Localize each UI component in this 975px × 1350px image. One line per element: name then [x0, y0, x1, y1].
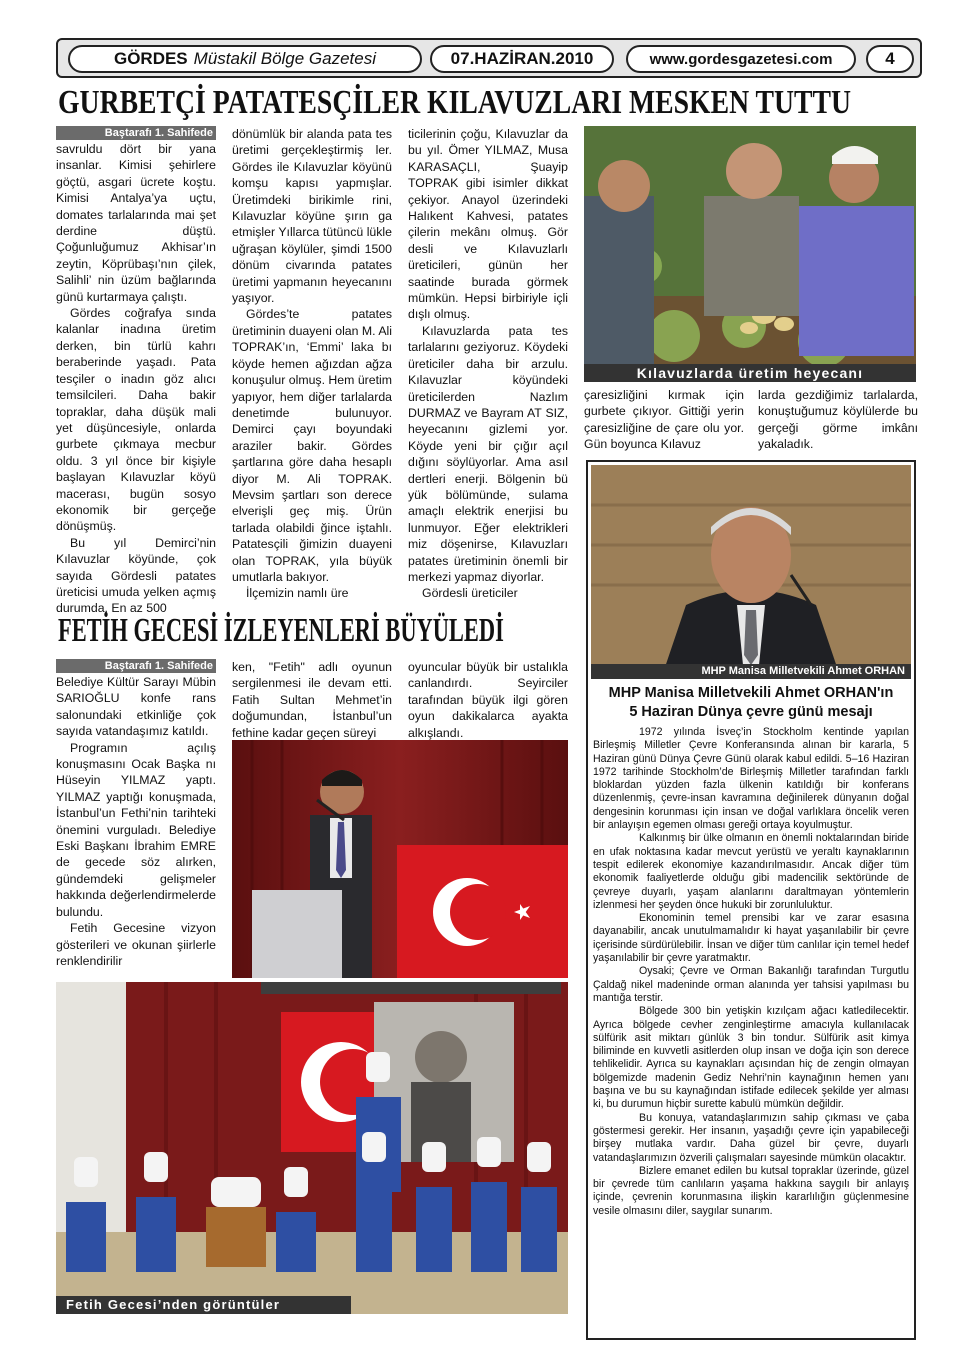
- story1-column-5: [758, 387, 918, 453]
- paragraph: Bölgede 300 bin yetişkin kızılçam ağacı katledilecektir. Ayrıca bölgede cevher zenginleştirme amacıyla kullanılacak sülfürik asit miktarı günlük 3 bin tondur. Sülfürik asit kimya biliminde en kuvvetli asitlerden olup insan ve doğa için son derece tehlikelidir. Ayrıca su kaynakları açısından hiç de zengin olmayan bölgemizde madenin Gediz Nehri’nin kaynağının hemen yanı başına ve bu su kaynağından istifade edilecek şekilde yer alması ki, bu durumun hiçbir surette kabulü mümkün değildir.: [593, 1005, 909, 1111]
- story1-column-1: [56, 126, 216, 617]
- paragraph: oyuncular büyük bir ustalıkla canlandırdı. Seyirciler tarafından büyük ilgi gören oyun dakikalarca ayakta alkışlandı.: [408, 660, 568, 740]
- message-title-line-2: 5 Haziran Dünya çevre günü mesajı: [629, 704, 873, 720]
- story1-column-4: [584, 387, 744, 453]
- message-body: [593, 726, 909, 1218]
- headline-potato-growers: GURBETÇİ PATATESÇİLER KILAVUZLARI MESKEN TUTTU: [58, 84, 852, 121]
- paragraph: larda gezdiğimiz tarlalarda, konuştuğumuz köylülerde bu gerçeği görme imkânı yakaladık.: [758, 388, 918, 452]
- mp-portrait-photo: [591, 465, 911, 679]
- paragraph: Belediye Kültür Sarayı Mübin SARIOĞLU konfe rans salonundaki etkinliğe çok sayıda vatandaşımız katıldı.: [56, 675, 216, 739]
- page-number: 4: [866, 45, 914, 73]
- story1-column-2: [232, 126, 392, 602]
- brand-tagline: Müstakil Bölge Gazetesi: [193, 49, 377, 68]
- photo-illustration: [591, 465, 911, 679]
- story2-column-3: [408, 659, 568, 741]
- speaker-podium-photo: [232, 740, 568, 978]
- paragraph: 1972 yılında İsveç’in Stockholm kentinde yapılan Birleşmiş Milletler Çevre Konferansında alınan bir kararla, 5 Haziran günü Dünya Çevre Günü olarak kabul edildi. 5–16 Haziran 1972 tarihinde Stockholm’de Birleşmiş Milletler tarafından farklı bloklardan yüzden fazla ülkenin katıldığı bir konferans düzenlenmiş, çevre-insan kavramına değinilerek dünyanın doğal dengesinin korunması için insan ve doğal varlıklara öncelik veren bir anlayışın egemen olması gereği ortaya koyulmuştur.: [593, 726, 909, 832]
- paragraph: Gördes coğrafya sında kalanlar inadına üretim derken, bin türlü kahrı beraberinde yaşadı. Pata tesçiler o inadın göz alıcı temsilcileri. Daha bakir topraklar, daha düşük mali yet düşüncesiyle, onlarda gurbete çıkmaya mecbur oldu. 3 yıl önce bir kişiyle başlayan Kılavuzlar köyü macerası, bugün sosyo ekonomik bir gerçeğe dönüşmüş.: [56, 306, 216, 534]
- continued-from-front-label: Baştarafı 1. Sahifede: [56, 659, 216, 673]
- paragraph: Kılavuzlarda pata tes tarlalarını geziyoruz. Köydeki üreticiler daha bir arzulu. Kılavuzlar köyündeki üreticilerden Nazlım DURMAZ ve Bayram AT SIZ, heyecanını gizlemi yor. Köyde yeni bir çığır açıl dığını söylüyorlar. Ama asıl dertleri enerji. Bölgenin bü yük bölümünde, sulama amaçlı elektrik enerjisi bu lunmuyor. Eğer elektrikleri miz döşenirse, Kılavuzları patates üretiminin önemli bir merkezi yapmaz diyorlar.: [408, 323, 568, 584]
- paragraph: ticilerinin çoğu, Kılavuzlar da bu yıl. Ömer YILMAZ, Musa KARASAÇLI, Şuayip TOPRAK gibi isimler dikkat çekiyor. Anayol üzerindeki Halıkent Kahvesi, patates çilerin mekânı olmuş. Gör desli ve Kılavuzlarlı üreticileri, günün her saatinde burada görmek mümkün. Hepsi birbiriyle içli dışlı olmuş.: [408, 127, 568, 322]
- message-title: [588, 684, 914, 722]
- paragraph: savruldu dört bir yana insanlar. Kimisi şehirlere göçtü, asgari ücrete koştu. Kimisi Antalya’ya uçtu, domates tarlalarında mai şet derdine düştü. Çoğunluğumuz Akhisar’ın zeytin, Köprübaşı’nın çilek, Salihli’ nin üzüm bağlarında günü kurtarmaya çalıştı.: [56, 142, 216, 304]
- story2-column-1: [56, 659, 216, 969]
- paragraph: ken, "Fetih" adlı oyunun sergilenmesi ile devam etti. Fatih Sultan Mehmet’in doğumundan, İstanbul’un fethine kadar geçen süreyi: [232, 660, 392, 740]
- story2-column-2: [232, 659, 392, 741]
- continued-from-front-label: Baştarafı 1. Sahifede: [56, 126, 216, 140]
- photo-caption: Fetih Gecesi’nden görüntüler: [56, 1296, 351, 1314]
- paragraph: Bu yıl Demirci’nin Kılavuzlar köyünde, çok sayıda Gördesli patates üreticisi umuda yelken açmış durumda. En az 500: [56, 535, 216, 616]
- photo-caption: MHP Manisa Milletvekili Ahmet ORHAN: [591, 664, 911, 679]
- story1-column-3: [408, 126, 568, 602]
- website-link[interactable]: www.gordesgazetesi.com: [626, 45, 856, 73]
- paragraph: Fetih Gecesine vizyon gösterileri ve okunan şiirlerle renklendirilir: [56, 921, 216, 968]
- photo-caption: Kılavuzlarda üretim heyecanı: [584, 364, 916, 382]
- paragraph: Gördes’te patates üretiminin duayeni olan M. Ali TOPRAK’ın, ‘Emmi’ laka bı köyde hemen ağızdan ağza konuşulur olmuş. Hem üretim yapıyor, hem diğer tarlalarda denetimde bulunuyor. Demirci çayı boyundaki araziler bakir. Gördes şartlarına göre daha hesaplı diyor M. Ali TOPRAK. Mevsim şartları son derece elverişli geç miş. Ürün tarlada olabildi ğince iştahlı. Patatesçili ğimizin duayeni olan TOPRAK, yıla büyük umutlarla bakıyor.: [232, 307, 392, 584]
- brand-name: GÖRDES: [113, 49, 188, 68]
- paragraph: Bu konuya, vatandaşlarımızın sahip çıkması ve çaba göstermesi gerekir. Her insanın, yaşadığı çevre için yapabileceği birşey mutlaka vardır. Daha güzel bir çevre, duyarlı vatandaşlarımızın özverili çalışmaları sayesinde mümkün olacaktır.: [593, 1111, 909, 1164]
- conquest-play-stage-photo: [56, 982, 568, 1314]
- photo-illustration: [56, 982, 568, 1314]
- paragraph: dönümlük bir alanda pata tes üretimi gerçekleştirmiş ler. Gördes ile Kılavuzlar köyünü komşu kapısı yapmışlar. Üretimdeki birikimle rini, Kılavuzlar köyüne şırın ga etmişler Yıllarca tütüncü lükle uğraşan köylüler, şimdi 1500 dönüm civarında patates üretimi yapmanın heyecanını yaşıyor.: [232, 127, 392, 306]
- masthead: [56, 38, 922, 78]
- paragraph: Gördesli üreticiler: [422, 586, 518, 601]
- paragraph: Kalkınmış bir ülke olmanın en önemli noktalarından biride en ufak noktasına kadar mevcut yerüstü ve yeraltı kaynaklarının tespit edilerek ekonomiye kazandırılmasıdır. Ancak diğer tüm ekonomik faaliyetlerde olduğu gibi madencilik sektöründe de çevreye duyarlı, yaşam alanlarını daraltmayan yöntemlerin izlenmesi her şeyden önce hukuki bir zorunluluktur.: [593, 832, 909, 911]
- issue-date: 07.HAZİRAN.2010: [430, 45, 614, 73]
- paragraph: İlçemizin namlı üre: [246, 586, 349, 601]
- brand-pill: [68, 45, 422, 73]
- photo-illustration: [584, 126, 916, 382]
- photo-illustration: [232, 740, 568, 978]
- paragraph: Ekonominin temel prensibi kar ve zarar esasına dayanabilir, ancak unutulmamalıdır ki hayat yaşanılabilir bir çevre içerisinde sürdürülebilir. İnsan ve diğer tüm canlılar için temel hedef yaşanılabilir bir çevre yaratmaktır.: [593, 912, 909, 965]
- message-title-line-1: MHP Manisa Milletvekili Ahmet ORHAN'ın: [608, 685, 894, 701]
- paragraph: Programın açılış konuşmasını Ocak Başka nı Hüseyin YILMAZ yaptı. YILMAZ yaptığı konuşmada, İstanbul’un Fethi’nin tarihteki önemini vurguladı. Belediye Eski Başkanı İbrahim EMRE de gecede söz alırken, gündemdeki gelişmeler hakkında değerlendirmelerde bulundu.: [56, 740, 216, 919]
- paragraph: Bizlere emanet edilen bu kutsal topraklar üzerinde, güzel bir çevrede tüm canlıların yaşama hakkına saygılı bir anlayış içinde, çevrenin korunmasına ilişkin kararlılığın güçlenmesine vesile olmasını diler, saygılar sunarım.: [593, 1164, 909, 1217]
- paragraph: çaresizliğini kırmak için gurbete çıkıyor. Gittiği yerin çaresizliğine de çare olu yor. Gün boyunca Kılavuz: [584, 388, 744, 452]
- potato-farmers-photo: [584, 126, 916, 382]
- mp-message-box: [586, 460, 916, 1340]
- paragraph: Oysaki; Çevre ve Orman Bakanlığı tarafından Turgutlu Çaldağ nikel madeninde orman alanında yer tahsisi yapılması bu mantığa terstir.: [593, 965, 909, 1004]
- headline-conquest-night: FETİH GECESİ İZLEYENLERİ BÜYÜLEDİ: [58, 612, 504, 649]
